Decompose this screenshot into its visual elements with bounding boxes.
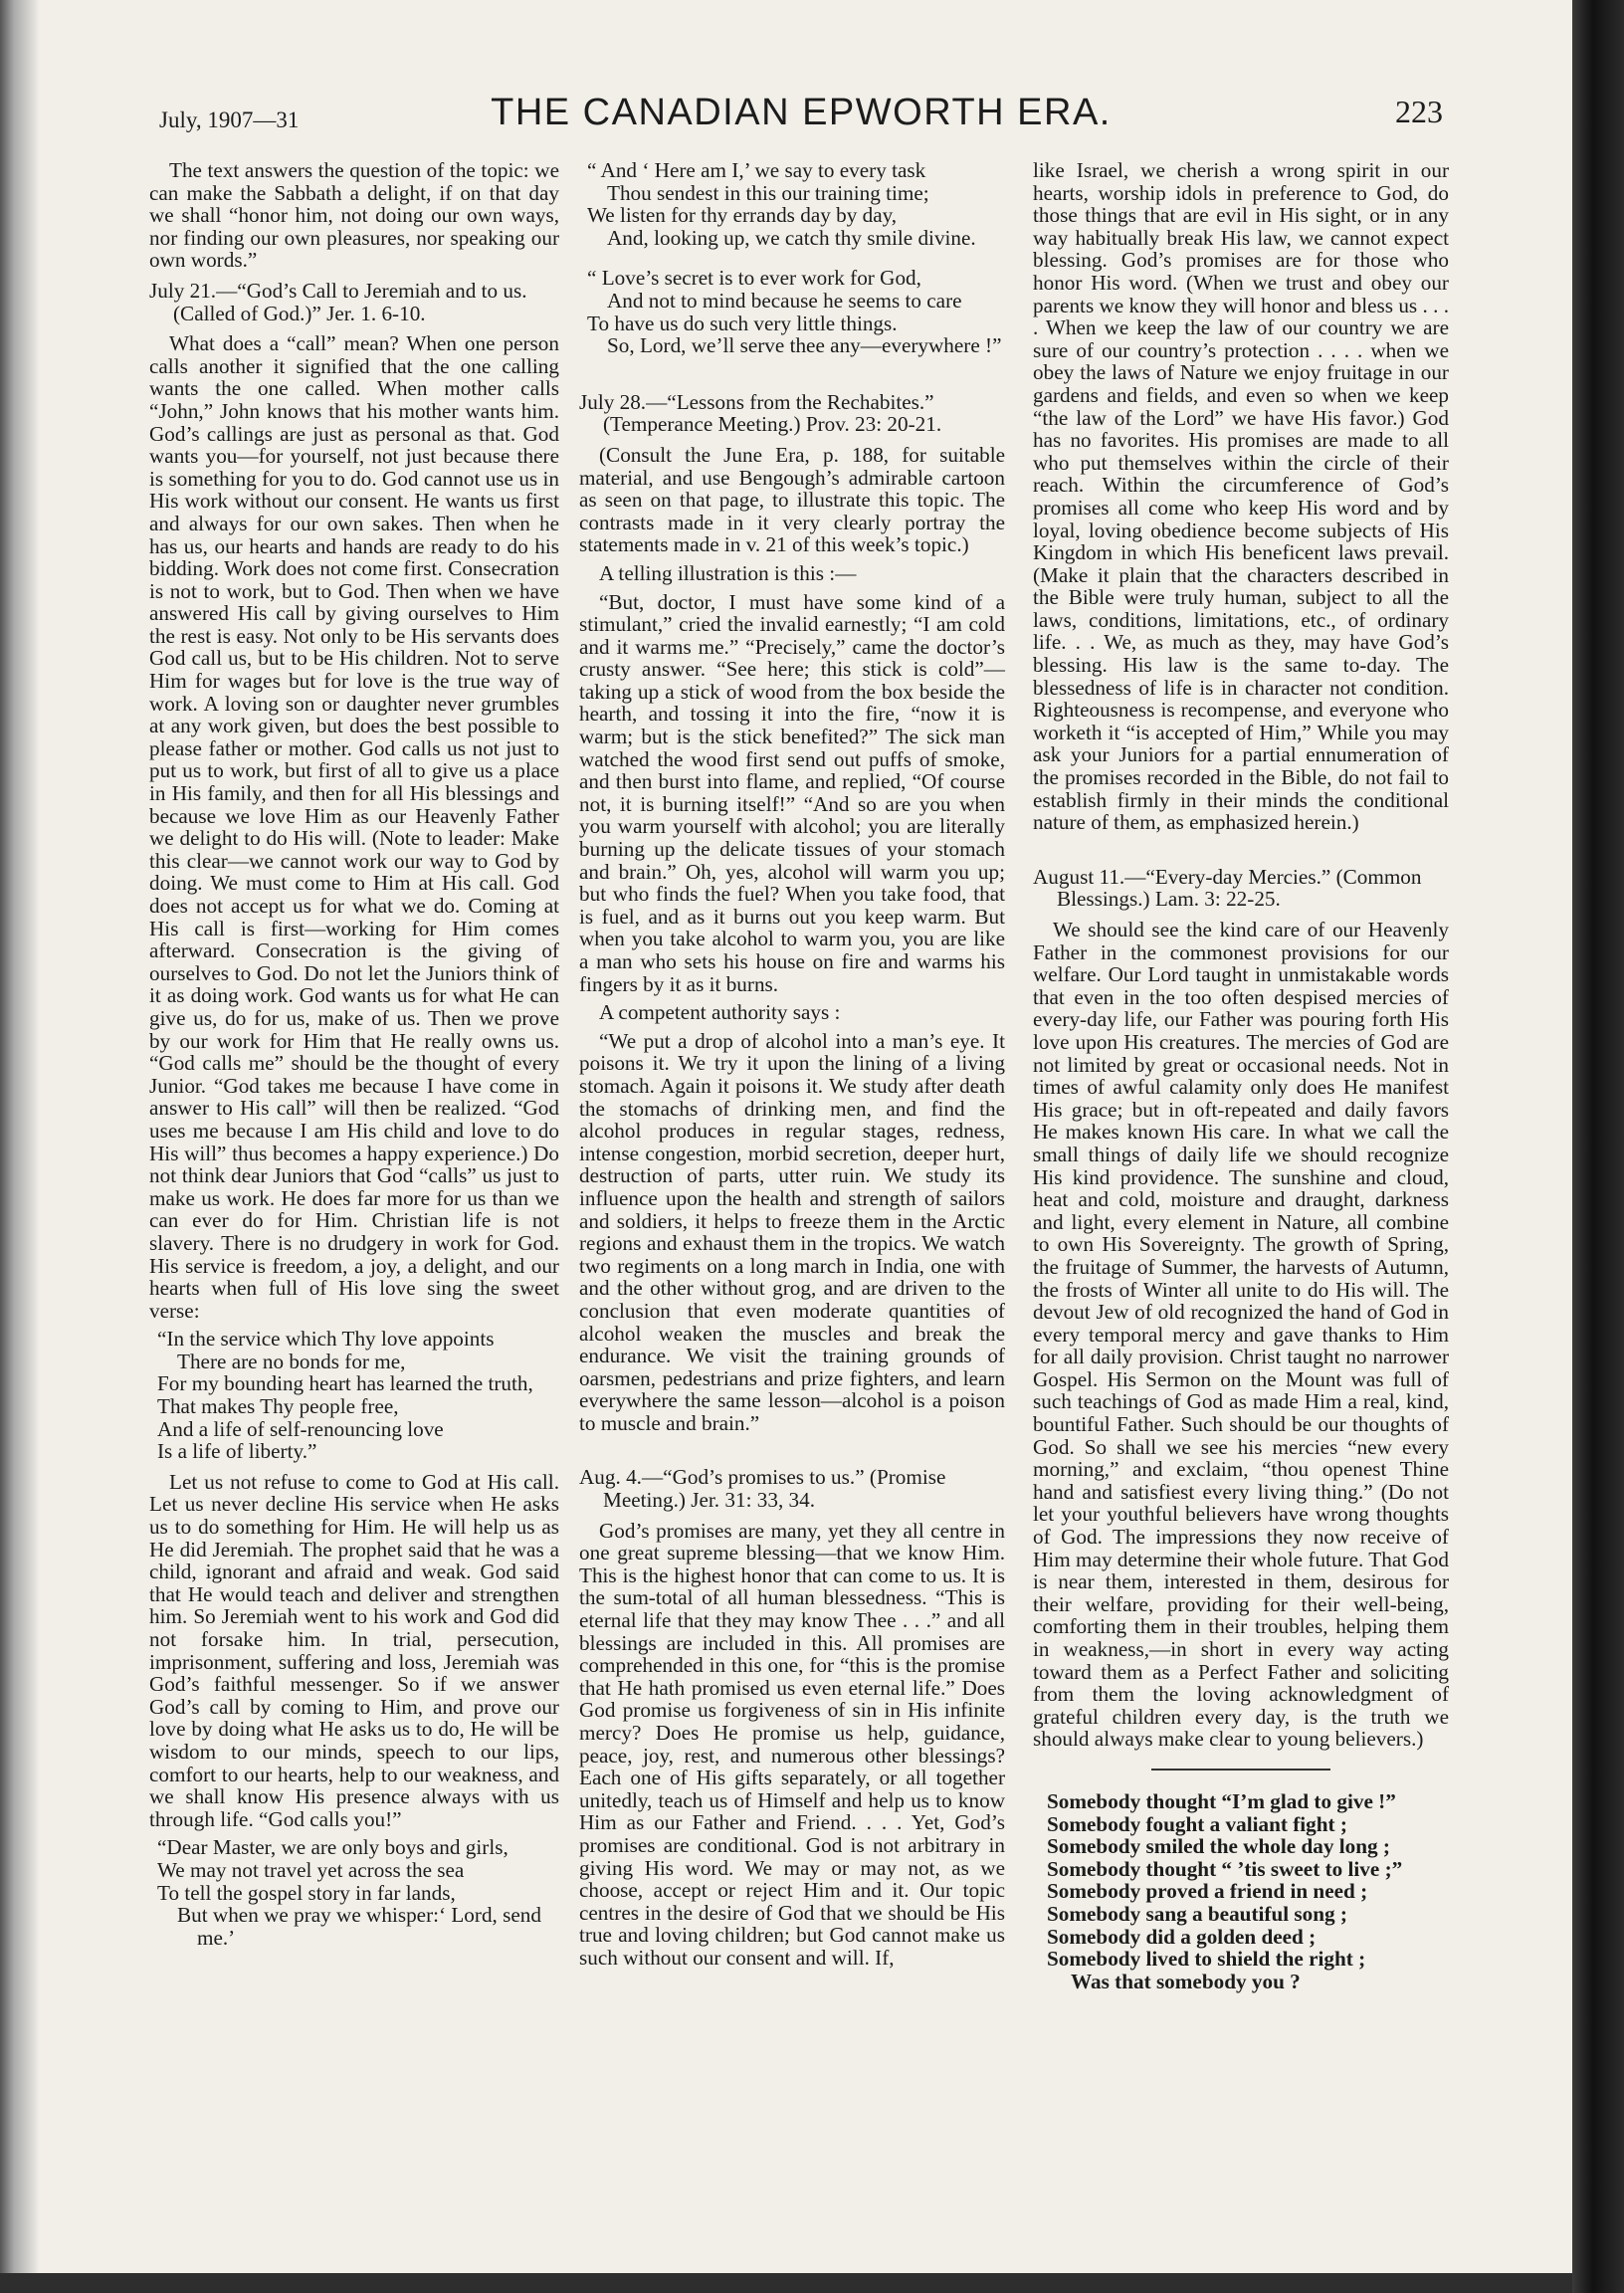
poem-line: Somebody sang a beautiful song ; xyxy=(1047,1901,1347,1926)
poem-line: Somebody did a golden deed ; xyxy=(1047,1924,1317,1949)
poem-somebody xyxy=(1047,1790,1449,1992)
poem-line: Was that somebody you ? xyxy=(1071,1969,1301,1993)
section-gap xyxy=(579,1440,1005,1458)
poem-line: There are no bonds for me, xyxy=(177,1349,406,1373)
paragraph-telling: A telling illustration is this :— xyxy=(599,560,857,585)
issue-date: July, 1907—31 xyxy=(159,107,300,132)
poem-line: For my bounding heart has learned the truth, xyxy=(157,1371,533,1396)
section-gap xyxy=(1033,840,1449,858)
paragraph-alcohol-quote: “We put a drop of alcohol into a man’s eye. It poisons it. We try it upon the lining of a living stomach. Again it poisons it. We study after death the stomachs of drinking men, and find the alcohol produces in regular stages, redness, intense congestion, morbid secretion, deeper hurt, destruction of parts, utter ruin. We study its influence upon the health and strength of sailors and soldiers, it helps to freeze them in the Arctic regions and exhaust them in the tropics. We watch two regiments on a long march in India, one with and the other without grog, and are driven to the conclusion that even moderate quantities of alcohol weaken the muscles and break the endurance. We visit the training grounds of oarsmen, pedestrians and prize fighters, and learn everywhere the same lesson—alcohol is a poison to muscle and brain.” xyxy=(579,1028,1005,1435)
section-gap xyxy=(579,365,1005,383)
section-divider xyxy=(1151,1769,1330,1771)
page-number: 223 xyxy=(1395,94,1443,129)
poem-service xyxy=(149,1328,559,1463)
poem-master xyxy=(149,1836,559,1949)
paragraph-authority: A competent authority says : xyxy=(599,1000,841,1025)
paragraph-intro: The text answers the question of the topic: we can make the Sabbath a delight, if on that day we shall “honor him, not doing our own ways, nor finding our own pleasures, nor speaking our own words.” xyxy=(149,158,559,273)
book-spine-edge xyxy=(1572,0,1624,2293)
poem-line: “ Love’s secret is to ever work for God, xyxy=(587,266,921,291)
poem-line: Somebody thought “I’m glad to give !” xyxy=(1047,1788,1396,1813)
paragraph-consult: (Consult the June Era, p. 188, for suitable material, and use Bengough’s admirable cartoon as seen on that page, to illustrate this topic. The contrasts made in it very clearly portray the statements made in v. 21 of this week’s topic.) xyxy=(579,442,1005,557)
poem-line: To tell the gospel story in far lands, xyxy=(157,1880,456,1905)
poem-line: So, Lord, we’ll serve thee any—everywhere !” xyxy=(607,333,1002,358)
paragraph-refuse: Let us not refuse to come to God at His call. Let us never decline His service when He asks us to do something for Him. He will help us as He did Jeremiah. The prophet said that he was a child, ignorant and afraid and weak. God said that He would teach and deliver and strengthen him. So Jeremiah went to his work and God did not forsake him. In trial, persecution, imprisonment, suffering and loss, Jeremiah was God’s faithful messenger. So if we answer God’s call by coming to Him, and prove our love by doing what He asks us to do, He will be wisdom to our minds, speech to our lips, comfort to our hearts, help to our weakness, and we shall know His presence always with us through life. “God calls you!” xyxy=(149,1469,559,1831)
poem-line: Somebody lived to shield the right ; xyxy=(1047,1947,1366,1972)
poem-line: To have us do such very little things. xyxy=(587,311,898,335)
paragraph-mercies: We should see the kind care of our Heavenly Father in the commonest provisions for our welfare. Our Lord taught in unmistakable words that even in the too often despised mercies of every-day life, our Father was pouring forth His love upon His creatures. The mercies of God are not limited by great or occasional needs. Not in times of awful calamity only does He manifest His grace; but in oft-repeated and daily favors He makes known His care. In what we call the small things of daily life we should recognize His kind providence. The sunshine and cloud, heat and cold, moisture and draught, darkness and light, every element in Nature, all combine to own His Sovereignty. The growth of Spring, the fruitage of Summer, the harvests of Autumn, the frosts of Winter all unite to do His will. The devout Jew of old recognized the hand of God in every temporal mercy and gave thanks to Him for all daily provision. Christ taught no narrower Gospel. His Sermon on the Mount was full of such teachings of God as made Him a real, kind, bountiful Father. Such should be our thoughts of God. So shall we see his mercies “new every morning,” and exclaim, “thou openest Thine hand and satisfiest every living thing.” (Do not let your youthful believers have wrong thoughts of God. The impressions they now receive of Him may determine their whole future. That God is near them, interested in them, desirous for their welfare, providing for their well-being, comforting them in their troubles, helping them in weakness,—in short in every way acting toward them as a Perfect Father and soliciting from them the loving acknowledgment of grateful children every day, is the truth we should always make clear to young believers.) xyxy=(1033,918,1449,1752)
poem-line: Somebody proved a friend in need ; xyxy=(1047,1879,1368,1904)
poem-continued xyxy=(579,159,1005,357)
poem-line: That makes Thy people free, xyxy=(157,1394,399,1419)
paragraph-promises: God’s promises are many, yet they all centre in one great supreme blessing—that we know Him. This is the highest honor that can come to us. It is the sum-total of all human blessedness. “This is eternal life that they may know Thee . . .” and all blessings are included in this. All promises are comprehended in this one, for “this is the promise that He hath promised us even eternal life.” Does God promise us forgiveness of sin in His infinite mercy? Does He promise us help, guidance, peace, joy, rest, and numerous other blessings? Each one of His gifts separately, or all together unitedly, teach us of Himself and help us to know Him as our Father and Friend. . . . Yet, God’s promises are conditional. God is not arbitrary in giving His word. We may or may not, as we choose, accept or reject Him and it. Our topic centres in the desire of God that we should be His true and loving children; but God cannot make us such without our consent and will. If, xyxy=(579,1518,1005,1970)
binding-shadow xyxy=(0,0,40,2293)
column-3 xyxy=(1033,159,1449,1992)
poem-line: “Dear Master, we are only boys and girls, xyxy=(157,1835,508,1860)
poem-line: Somebody thought “ ’tis sweet to live ;” xyxy=(1047,1856,1403,1881)
poem-line: Somebody smiled the whole day long ; xyxy=(1047,1834,1390,1859)
topic-heading-july-28: July 28.—“Lessons from the Rechabites.” (Temperance Meeting.) Prov. 23: 20-21. xyxy=(579,389,942,437)
poem-line: We listen for thy errands day by day, xyxy=(587,203,898,228)
bottom-edge-shadow xyxy=(0,2273,1572,2293)
poem-line: Is a life of liberty.” xyxy=(157,1439,317,1464)
paragraph-call: What does a “call” mean? When one person calls another it signified that the one calling wants the one called. When mother calls “John,” John knows that his mother wants him. God’s callings are just as personal as that. God wants you—for yourself, not just because there is something for you to do. God cannot use us in His work without our consent. He wants us first and always for our own sakes. Then when he has us, our hearts and hands are ready to do his bidding. Work does not come first. Consecration is not to work, but to God. Then when we have answered His call by giving ourselves to Him the rest is easy. Not only to be His servants does God call us, but to be His children. Not to serve Him for wages but for love is the true way of work. A loving son or daughter never grumbles at any work given, but does the best possible to please father or mother. God calls us not just to put us to work, but first of all to give us a place in His family, and then for all His blessings and because we love Him as our Heavenly Father we delight to do His will. (Note to leader: Make this clear—we cannot work our way to God by doing. We must come to Him at His call. God does not accept us for what we do. Coming at His call is first—working for Him comes afterward. Consecration is the giving of ourselves to God. Do not let the Juniors think of it as doing work. God wants us for what He can give us, do for us, make of us. Then we prove by our work for Him that He really owns us. “God calls me” should be the thought of every Junior. “God takes me because I have come in answer to His call” will then be realized. “God uses me because I am His child and love to do His will” thus becomes a happy experience.) Do not think dear Juniors that God “calls” us just to make us work. He does far more for us than we can ever do for Him. Christian life is not slavery. There is no drudgery in work for God. His service is freedom, a joy, a delight, and our hearts when full of His love sing the sweet verse: xyxy=(149,331,559,1323)
column-2 xyxy=(579,159,1005,1976)
poem-line: But when we pray we whisper:‘ Lord, send me.’ xyxy=(177,1903,541,1950)
column-1 xyxy=(149,159,559,1957)
poem-line: And not to mind because he seems to care xyxy=(607,288,962,313)
stanza-gap xyxy=(579,249,1005,267)
page-header xyxy=(159,92,1443,141)
paragraph-israel: like Israel, we cherish a wrong spirit in our hearts, worship idols in preference to God, do those things that are evil in His sight, or in any way habitually break His law, we cannot expect blessing. God’s promises are for those who honor His word. (When we trust and obey our parents we know they will honor and bless us . . . . When we keep the law of our country we are sure of our country’s protection . . . . when we obey the laws of Nature we enjoy fruitage in our gardens and fields, and even so when we keep “the law of the Lord” we have His favor.) God has no favorites. His promises are made to all who put themselves within the circle of their reach. Within the circumference of God’s promises all come who keep His word and by loyal, loving obedience become subjects of His Kingdom in which His beneficent laws prevail. (Make it plain that the characters described in the Bible were truly human, subject to all the laws, conditions, limitations, etc., of ordinary life. . . We, as much as they, may have God’s blessing. His law is the same to-day. The blessedness of life is in character not condition. Righteousness is recompense, and everyone who worketh it “is accepted of Him,” While you may ask your Juniors for a partial ennumeration of the promises recorded in the Bible, do not fail to establish firmly in their minds the conditional nature of them, as emphasized herein.) xyxy=(1033,158,1449,835)
topic-heading-aug-4: Aug. 4.—“God’s promises to us.” (Promise Meeting.) Jer. 31: 33, 34. xyxy=(579,1465,946,1513)
poem-line: “In the service which Thy love appoints xyxy=(157,1327,495,1352)
masthead-title: THE CANADIAN EPWORTH ERA. xyxy=(491,92,1112,133)
topic-heading-july-21: July 21.—“God’s Call to Jeremiah and to us. (Called of God.)” Jer. 1. 6-10. xyxy=(149,278,527,325)
poem-line: “ And ‘ Here am I,’ we say to every task xyxy=(587,158,926,182)
poem-line: And, looking up, we catch thy smile divine. xyxy=(607,225,976,250)
paragraph-doctor: “But, doctor, I must have some kind of a stimulant,” cried the invalid earnestly; “I am cold and it warms me.” “Precisely,” came the doctor’s crusty answer. “See here; this stick is cold”—taking up a stick of wood from the box beside the hearth, and tossing it into the fire, “now it is warm; but is the stick benefited?” The sick man watched the wood first send out puffs of smoke, and then burst into flame, and replied, “Of course not, it is burning itself!” “And so are you when you warm yourself with alcohol; you are literally burning up the delicate tissues of your stomach and brain.” Oh, yes, alcohol will warm you up; but who finds the fuel? When you take food, that is fuel, and as it burns out you keep warm. But when you take alcohol to warm you, you are like a man who sets his house on fire and warms his fingers by it as it burns. xyxy=(579,589,1005,996)
poem-line: We may not travel yet across the sea xyxy=(157,1857,465,1882)
topic-heading-aug-11: August 11.—“Every-day Mercies.” (Common Blessings.) Lam. 3: 22-25. xyxy=(1033,864,1422,912)
poem-line: And a life of self-renouncing love xyxy=(157,1416,444,1441)
poem-line: Somebody fought a valiant fight ; xyxy=(1047,1811,1347,1836)
poem-line: Thou sendest in this our training time; xyxy=(607,180,929,205)
